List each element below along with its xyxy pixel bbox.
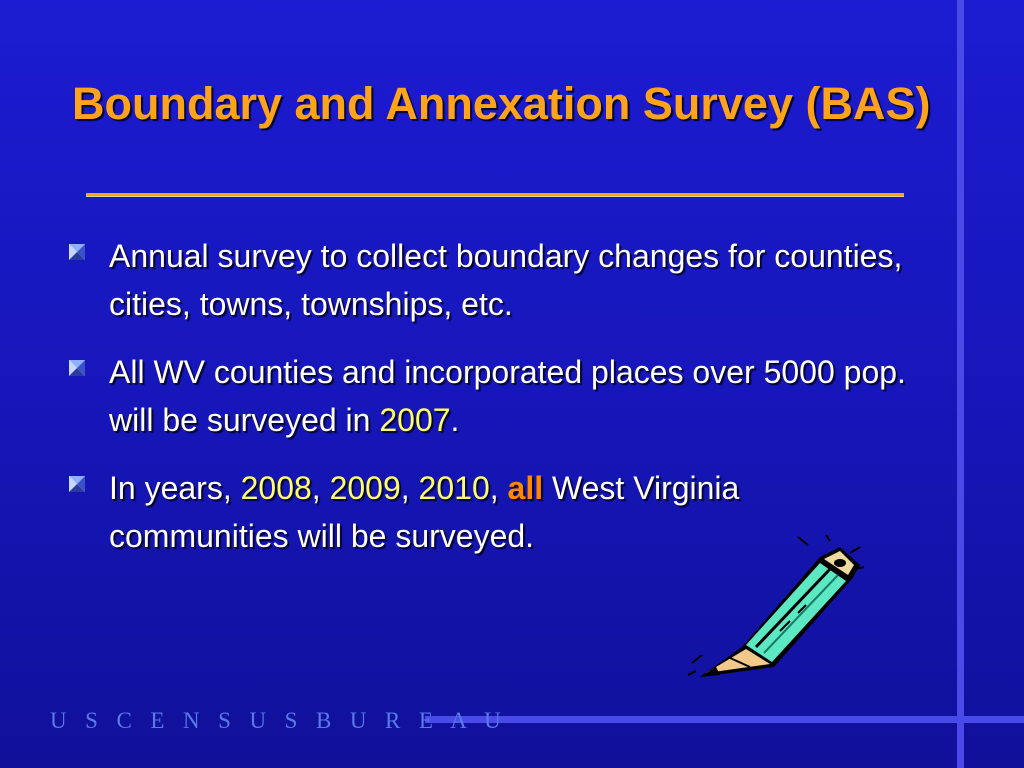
highlight-year: 2010 bbox=[418, 470, 490, 506]
bullet-text-end: . bbox=[450, 402, 460, 438]
separator: , bbox=[489, 470, 508, 506]
emphasis-word: all bbox=[507, 470, 544, 506]
bullet-text: All WV counties and incorporated places over 5000 pop. will be surveyed in bbox=[109, 354, 906, 438]
square-bullet-icon bbox=[69, 244, 85, 260]
highlight-year: 2008 bbox=[240, 470, 312, 506]
bullet-text: Annual survey to collect boundary changes for counties, cities, towns, townships, etc. bbox=[109, 238, 903, 322]
bullet-item bbox=[66, 232, 916, 328]
slide-title: Boundary and Annexation Survey (BAS) bbox=[72, 78, 931, 129]
separator: , bbox=[311, 470, 330, 506]
bullet-text: In years, bbox=[109, 470, 241, 506]
highlight-year: 2009 bbox=[329, 470, 401, 506]
title-underline bbox=[86, 193, 904, 197]
separator: , bbox=[400, 470, 419, 506]
pencil-icon bbox=[680, 535, 865, 685]
square-bullet-icon bbox=[69, 476, 85, 492]
footer-logo-text: U S C E N S U S B U R E A U bbox=[50, 708, 508, 733]
bullet-list bbox=[66, 232, 916, 580]
highlight-year: 2007 bbox=[379, 402, 451, 438]
square-bullet-icon bbox=[69, 360, 85, 376]
bullet-item bbox=[66, 348, 916, 444]
vertical-accent-line bbox=[957, 0, 964, 768]
bullet-text-end: West Virginia communities will be surveyed. bbox=[109, 470, 740, 554]
horizontal-accent-line bbox=[425, 716, 1024, 723]
